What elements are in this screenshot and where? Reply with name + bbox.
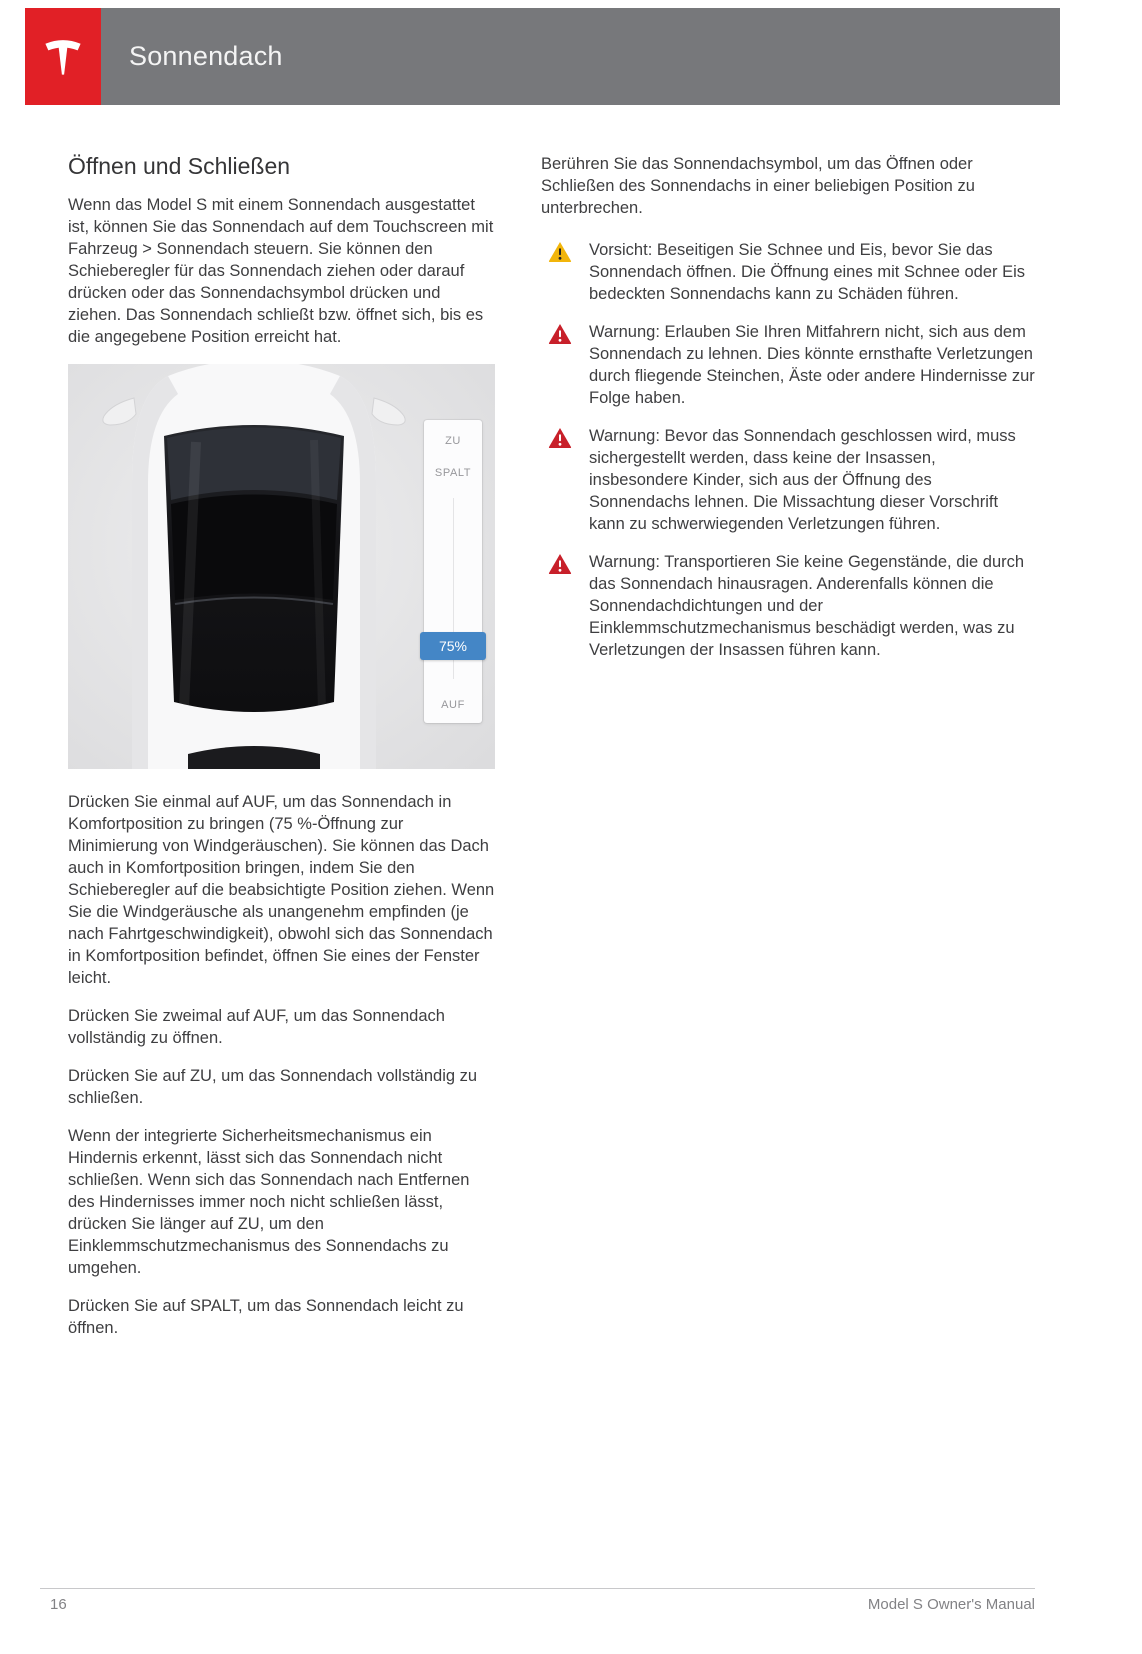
notice-text: Vorsicht: Beseitigen Sie Schnee und Eis, bevor Sie das Sonnendach öffnen. Die Öffnung eines mit Schnee oder Eis bedeckten Sonnendachs kann zu Schäden führen. [589, 241, 1026, 303]
section-title: Öffnen und Schließen [68, 153, 291, 179]
caution-triangle-icon [547, 240, 573, 264]
main-content [68, 153, 1035, 1355]
page-header [25, 8, 1060, 105]
slider-close-label: ZU [445, 435, 461, 447]
sunroof-slider-panel [424, 420, 482, 723]
notice-text: Warnung: Bevor das Sonnendach geschlossen wird, muss sichergestellt werden, dass keine der Insassen, insbesondere Kinder, sich aus der Öffnung des Sonnendachs lehnen. Die Missachtung dieser Vorschrift kann zu schwerwiegenden Verletzungen führen. [589, 427, 1016, 533]
notice-text: Warnung: Erlauben Sie Ihren Mitfahrern nicht, sich aus dem Sonnendach zu lehnen. Dies könnte ernsthafte Verletzungen durch fliegende Steinchen, Äste oder andere Hindernisse zur Folge haben. [589, 323, 1035, 407]
notice-text: Warnung: Transportieren Sie keine Gegenstände, die durch das Sonnendach hinausragen. Anderenfalls können die Sonnendachdichtungen und der Einklemmschutzmechanismus beschädigt werden, was zu Verletzungen der Insassen führen kann. [589, 553, 1025, 659]
page-footer [40, 1588, 1035, 1613]
page-number: 16 [50, 1596, 67, 1613]
warning-notice [541, 551, 1035, 661]
sunroof-figure [68, 364, 495, 769]
intro-paragraph: Berühren Sie das Sonnendachsymbol, um das Öffnen oder Schließen des Sonnendachs in einer beliebigen Position zu unterbrechen. [541, 155, 975, 217]
sunroof-position-button: 75% [420, 632, 486, 660]
warning-notice [541, 321, 1035, 409]
slider-vent-label: SPALT [434, 467, 472, 479]
warning-triangle-icon [547, 426, 573, 450]
warning-notice [541, 425, 1035, 535]
warning-triangle-icon [547, 322, 573, 346]
caution-notice [541, 239, 1035, 305]
paragraph: Drücken Sie einmal auf AUF, um das Sonnendach in Komfortposition zu bringen (75 %-Öffnung zur Minimierung von Windgeräuschen). Sie können das Dach auch in Komfortposition bringen, indem Sie den Schieberegler auf die beabsichtigte Position ziehen. Wenn Sie die Windgeräusche als unangenehm empfinden (je nach Fahrtgeschwindigkeit), obwohl sich das Sonnendach in Komfortposition befindet, öffnen Sie eines der Fenster leicht. [68, 793, 495, 987]
right-column [541, 153, 1035, 1355]
intro-paragraph: Wenn das Model S mit einem Sonnendach ausgestattet ist, können Sie das Sonnendach auf dem Touchscreen mit Fahrzeug > Sonnendach steuern. Sie können den Schieberegler für das Sonnendach ziehen oder darauf drücken oder das Sonnendachsymbol drücken und ziehen. Das Sonnendach schließt bzw. öffnet sich, bis es die angegebene Position erreicht hat. [68, 196, 494, 346]
manual-title: Model S Owner's Manual [867, 1596, 1035, 1613]
paragraph: Wenn der integrierte Sicherheitsmechanismus ein Hindernis erkennt, lässt sich das Sonnendach nicht schließen. Wenn sich das Sonnendach nach Entfernen des Hindernisses immer noch nicht schließen lässt, drücken Sie länger auf ZU, um den Einklemmschutzmechanismus des Sonnendachs zu umgehen. [68, 1127, 470, 1277]
paragraph: Drücken Sie zweimal auf AUF, um das Sonnendach vollständig zu öffnen. [68, 1007, 445, 1047]
left-column [68, 153, 495, 1355]
header-bar [101, 8, 1060, 105]
page-title: Sonnendach [129, 41, 283, 71]
paragraph: Drücken Sie auf ZU, um das Sonnendach vollständig zu schließen. [68, 1067, 478, 1107]
slider-open-label: AUF [441, 699, 465, 711]
warning-triangle-icon [547, 552, 573, 576]
paragraph: Drücken Sie auf SPALT, um das Sonnendach leicht zu öffnen. [68, 1297, 464, 1337]
tesla-t-icon [41, 31, 85, 83]
tesla-logo [25, 8, 101, 105]
